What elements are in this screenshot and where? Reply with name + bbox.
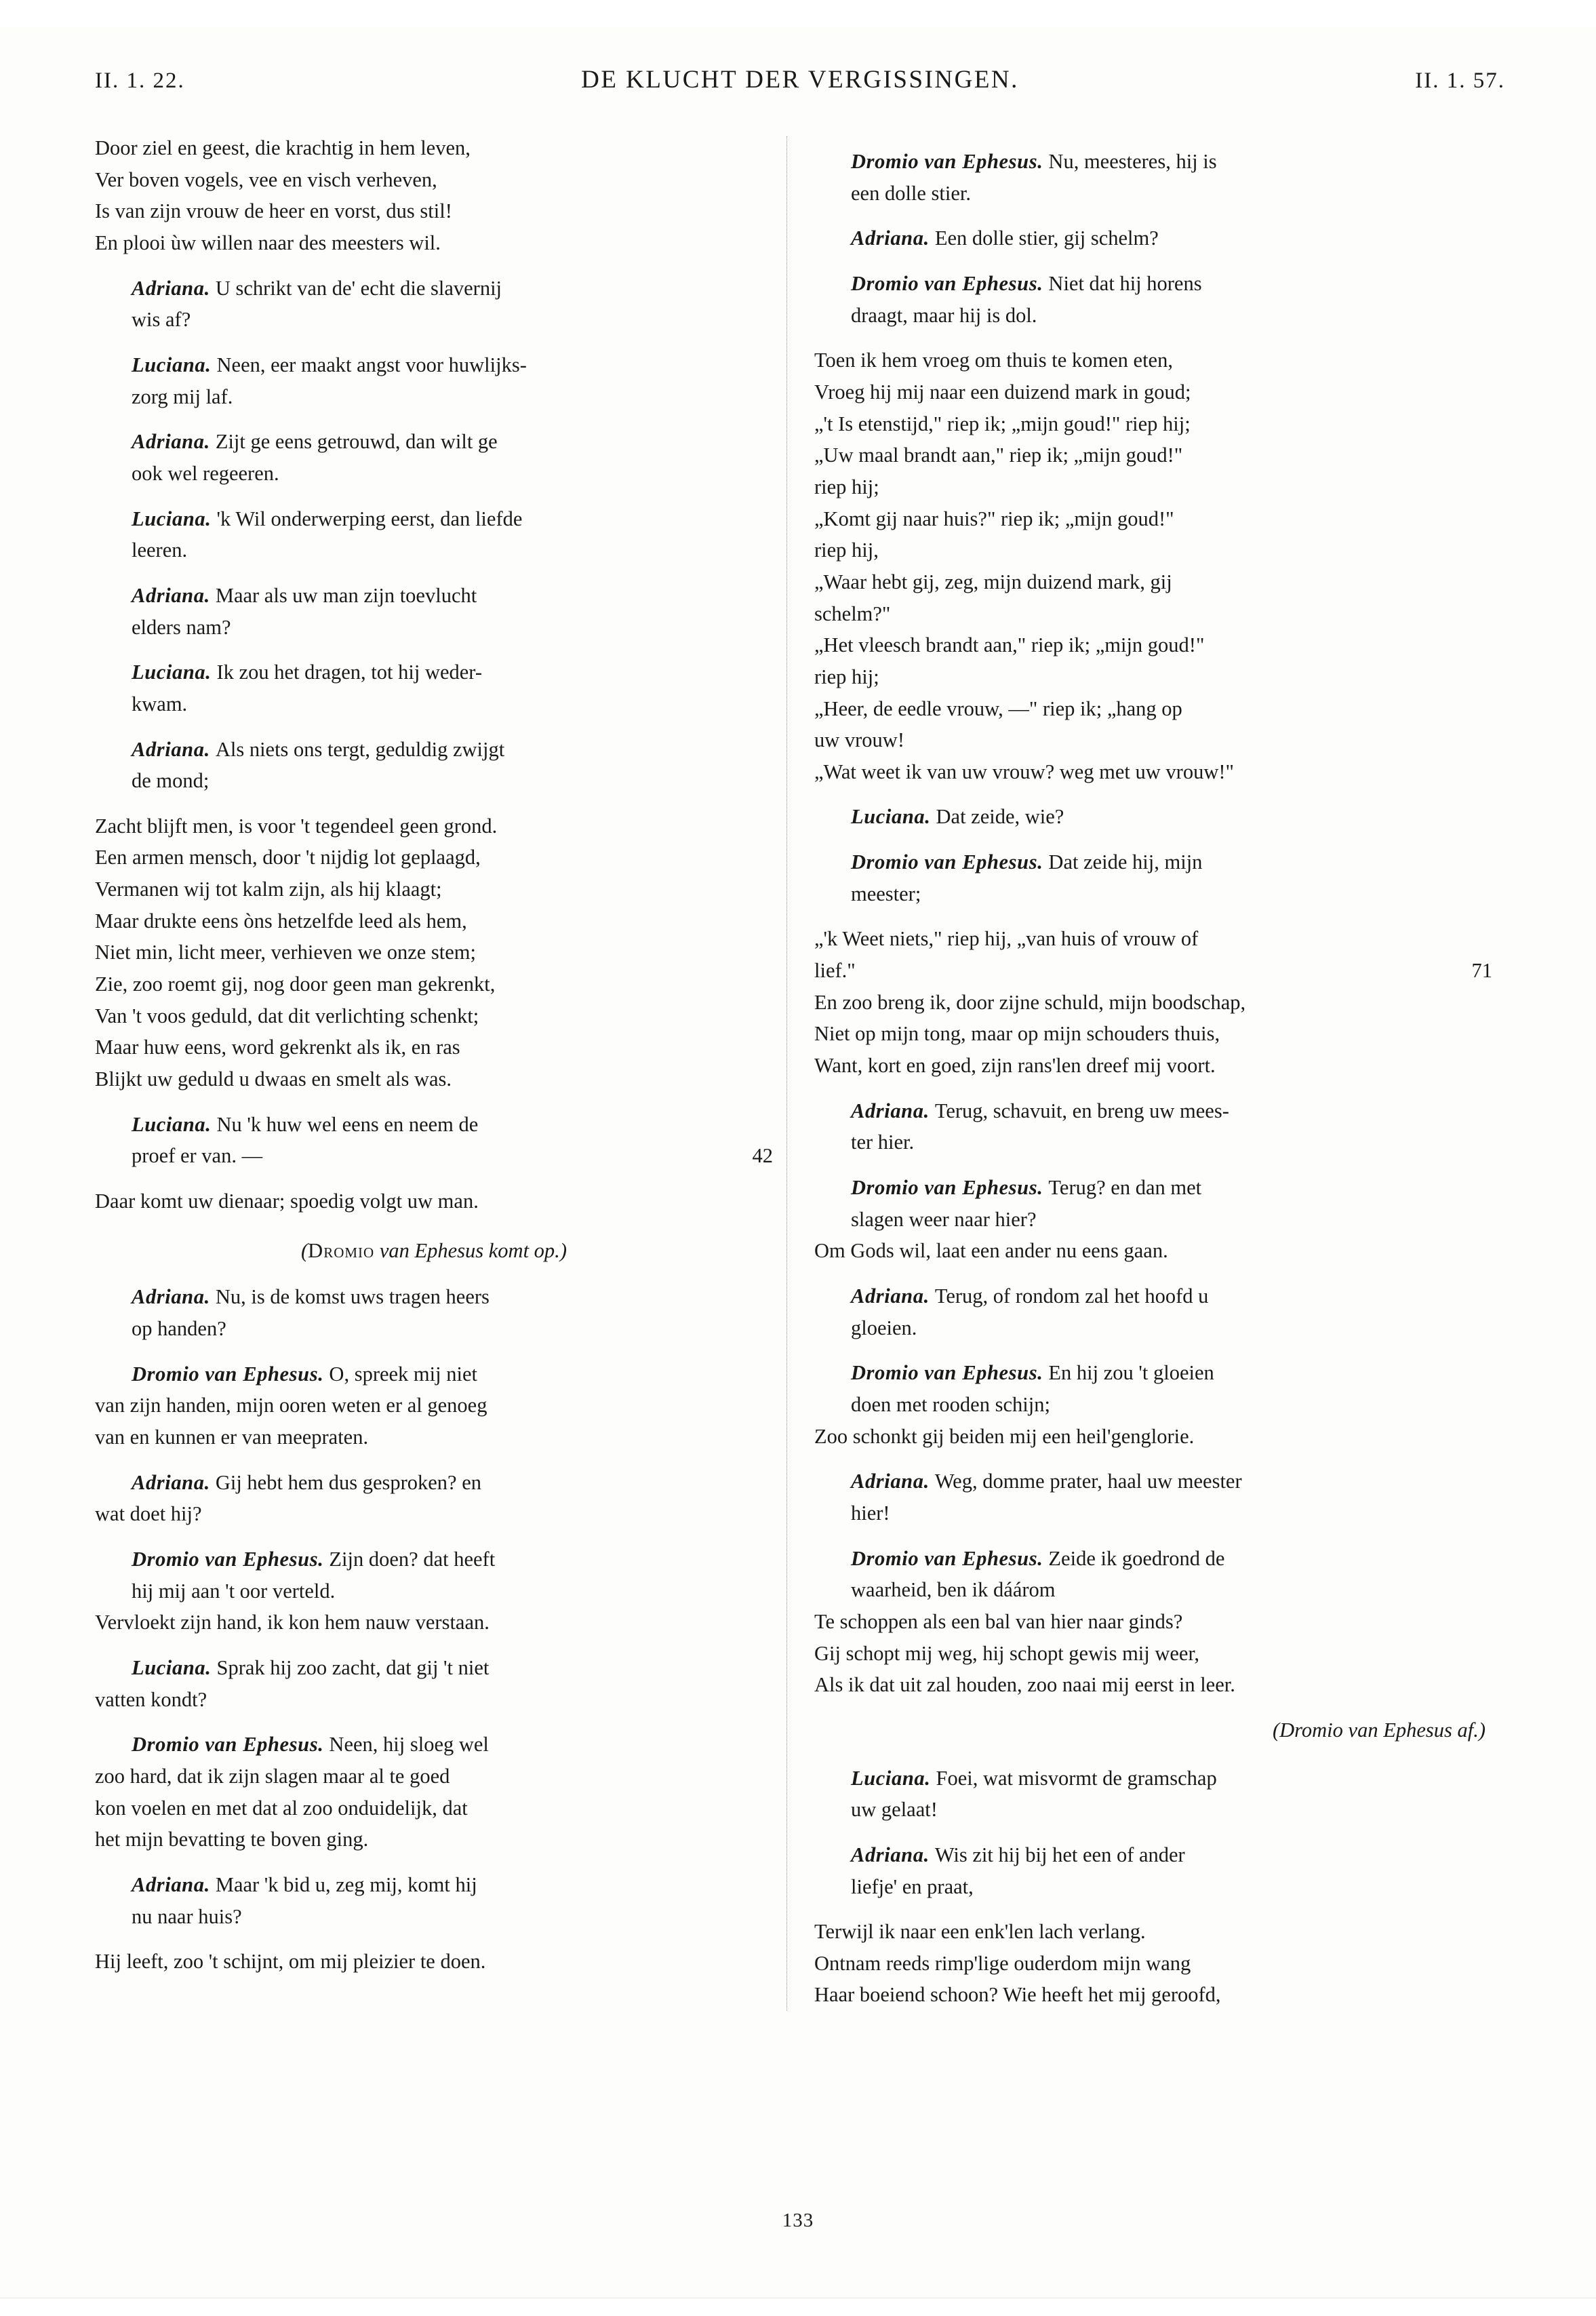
speech-block [95,273,773,336]
speech-line: wat doet hij? [95,1502,202,1526]
speech-line: draagt, maar hij is dol. [851,303,1037,327]
speech-line: Sprak hij zoo zacht, dat gij 't niet [216,1655,490,1679]
speech-block [814,268,1492,331]
speech-block [814,1095,1492,1158]
running-head-right: II. 1. 57. [1415,68,1505,93]
speech-block [814,146,1492,209]
verse-line: Gij schopt mij weg, hij schopt gewis mij weer, [814,1641,1200,1665]
verse-line: Als ik dat uit zal houden, zoo naai mij eerst in leer. [814,1673,1235,1697]
verse-line: Ontnam reeds rimp'lige ouderdom mijn wang [814,1951,1191,1975]
speech-block [814,1357,1492,1452]
speech-block [814,1763,1492,1826]
speech-line: ter hier. [851,1131,915,1154]
scan-edge-bottom [0,2298,1596,2316]
speech-line: hier! [851,1501,890,1525]
speech-block [814,1280,1492,1343]
speech-line: Niet dat hij horens [1048,271,1202,295]
verse-line: Vermanen wij tot kalm zijn, als hij klaagt; [95,878,442,901]
speech-line: Zijn doen? dat heeft [329,1547,496,1571]
speech-line: nu naar huis? [132,1904,242,1928]
speech-line: Foei, wat misvormt de gramschap [936,1766,1217,1790]
speech-block [814,222,1492,254]
line-number: 71 [1471,959,1492,983]
narrative-verse-2 [814,987,1492,1082]
opening-verse [95,132,773,259]
speaker-name: Luciana. [132,1112,212,1136]
verse-line: „Het vleesch brandt aan," riep ik; „mijn goud!" [814,633,1205,657]
verse-line: „'t Is etenstijd," riep ik; „mijn goud!" riep hij; [814,412,1191,435]
speech-line: Als niets ons tergt, geduldig zwijgt [215,737,505,761]
page-content [95,65,1505,2011]
speech-block [95,734,773,797]
verse-line: „'k Weet niets," riep hij, „van huis of vrouw of [814,927,1199,951]
verse-after-42 [95,1185,773,1217]
speech-block [95,426,773,489]
verse-line: Een armen mensch, door 't nijdig lot geplaagd, [95,846,481,869]
verse-line: lief." [814,959,856,983]
speech-line: Nu 'k huw wel eens en neem de [216,1112,479,1136]
verse-line: Is van zijn vrouw de heer en vorst, dus stil! [95,199,452,223]
speaker-name: Dromio van Ephesus. [132,1362,324,1386]
line-number: 42 [752,1144,773,1168]
running-head [95,65,1505,94]
speech-line: Maar 'k bid u, zeg mij, komt hij [215,1872,477,1896]
speech-line: Terug, schavuit, en breng uw mees- [934,1099,1229,1122]
verse-line: Toen ik hem vroeg om thuis te komen eten, [814,349,1173,372]
speech-line: proef er van. — [132,1144,263,1168]
running-head-left: II. 1. 22. [95,68,185,93]
speech-line: waarheid, ben ik dáárom [851,1578,1056,1602]
verse-line: Blijkt uw geduld u dwaas en smelt als was. [95,1067,452,1091]
speech-line: gloeien. [851,1316,917,1339]
speech-line: vatten kondt? [95,1687,207,1711]
verse-line: Maar drukte eens òns hetzelfde leed als hem, [95,909,467,933]
speech-line: zoo hard, dat ik zijn slagen maar al te goed [95,1764,450,1788]
verse-line: „Wat weet ik van uw vrouw? weg met uw vrouw!" [814,760,1234,783]
speaker-name: Luciana. [851,1766,931,1790]
speaker-name: Luciana. [132,661,212,684]
speech-line: hij mij aan 't oor verteld. [132,1579,336,1603]
scan-edge-top [0,0,1596,27]
speaker-name: Adriana. [851,1284,930,1308]
speech-line: wis af? [132,308,191,332]
verse-line: Haar boeiend schoon? Wie heeft het mij geroofd, [814,1983,1221,2007]
verse-line: Niet min, licht meer, verhieven we onze stem; [95,941,476,964]
speech-line: elders nam? [132,615,231,639]
speech-line: de mond; [132,769,210,793]
verse-line: riep hij, [814,538,879,562]
verse-line: Hij leeft, zoo 't schijnt, om mij pleizier te doen. [95,1950,486,1974]
speaker-name: Luciana. [132,507,212,530]
speech-block [95,1729,773,1856]
speech-line: Nu, meesteres, hij is [1048,150,1217,173]
speech-line: het mijn bevatting te boven ging. [95,1828,369,1851]
verse-line: Daar komt uw dienaar; spoedig volgt uw man. [95,1190,479,1213]
speech-block [95,1544,773,1638]
speech-line: Wis zit hij bij het een of ander [934,1843,1185,1866]
speech-line: U schrikt van de' echt die slavernij [215,276,502,300]
speech-block [95,656,773,720]
speech-line: Een dolle stier, gij schelm? [934,227,1159,250]
speaker-name: Dromio van Ephesus. [851,850,1043,874]
verse-line: Niet op mijn tong, maar op mijn schouders thuis, [814,1022,1220,1046]
speaker-name: Adriana. [851,1470,930,1493]
speech-line: van en kunnen er van meepraten. [95,1425,369,1449]
speech-line: Terug? en dan met [1048,1176,1202,1200]
stage-text: van Ephesus af. [1348,1718,1479,1742]
speaker-name: Dromio van Ephesus. [851,1361,1043,1385]
verse-line: Maar huw eens, word gekrenkt als ik, en ras [95,1036,460,1059]
speech-line: Dat zeide hij, mijn [1048,850,1203,874]
speech-line: 'k Wil onderwerping eerst, dan liefde [216,507,523,530]
speech-line: Terug, of rondom zal het hoofd u [934,1284,1209,1308]
speech-block [814,1466,1492,1529]
monologue-verse [95,810,773,1095]
speaker-name: Dromio van Ephesus. [851,1176,1043,1200]
speaker-name: Luciana. [851,805,931,829]
speech-block [95,1652,773,1715]
verse-line: Zie, zoo roemt gij, nog door geen man gekrenkt, [95,973,496,996]
stage-speaker: Dromio [308,1238,375,1262]
speech-block [814,801,1492,833]
speech-block [814,1172,1492,1267]
verse-line: Zacht blijft men, is voor 't tegendeel geen grond. [95,814,498,838]
speech-line: ook wel regeeren. [132,461,279,485]
speaker-name: Dromio van Ephesus. [851,271,1043,295]
verse-line: schelm?" [814,602,891,625]
verse-line: Zoo schonkt gij beiden mij een heil'genglorie. [814,1424,1195,1448]
closing-verse [95,1946,773,1978]
numbered-verse [814,923,1492,986]
speech-line: En hij zou 't gloeien [1048,1361,1214,1385]
running-head-title: DE KLUCHT DER VERGISSINGEN. [581,66,1019,94]
speech-line: een dolle stier. [851,181,972,205]
verse-line: riep hij; [814,665,879,688]
speech-line: leeren. [132,538,188,562]
speech-block [95,1281,773,1344]
speaker-name: Adriana. [132,1470,210,1494]
verse-line: riep hij; [814,475,879,498]
speaker-name: Dromio van Ephesus. [851,150,1043,173]
narrative-verse [814,345,1492,787]
speech-line: Weg, domme prater, haal uw meester [934,1470,1242,1493]
verse-line: Door ziel en geest, die krachtig in hem leven, [95,136,471,159]
stage-text: van Ephesus komt op. [379,1238,560,1262]
speech-line: Neen, hij sloeg wel [329,1733,489,1756]
speech-line: op handen? [132,1317,226,1340]
speech-block [95,1467,773,1530]
verse-line: uw vrouw! [814,728,904,752]
speaker-name: Adriana. [132,737,210,761]
speaker-name: Adriana. [132,583,210,607]
speech-line: O, spreek mij niet [329,1362,477,1386]
speech-block [95,349,773,412]
stage-speaker: Dromio [1279,1718,1343,1742]
speaker-name: Adriana. [132,276,210,300]
verse-line: Terwijl ik naar een enk'len lach verlang. [814,1920,1146,1944]
verse-line: Om Gods wil, laat een ander nu eens gaan. [814,1239,1168,1263]
speech-line: Zijt ge eens getrouwd, dan wilt ge [215,430,498,454]
verse-line: Van 't voos geduld, dat dit verlichting schenkt; [95,1004,479,1027]
column-left [95,132,786,1978]
speech-line: uw gelaat! [851,1798,938,1822]
speech-block-luciana-42 [95,1109,773,1172]
speech-line: Dat zeide, wie? [936,805,1064,829]
verse-line: „Komt gij naar huis?" riep ik; „mijn goud!" [814,507,1174,530]
stage-direction: (Dromio van Ephesus komt op.) [301,1238,567,1262]
speech-line: Neen, eer maakt angst voor huwlijks- [216,353,527,376]
stage-direction-exit: (Dromio van Ephesus af.) [1272,1718,1485,1742]
speaker-name: Adriana. [851,1843,930,1866]
speech-line: Nu, is de komst uws tragen heers [215,1285,490,1309]
speech-line: Ik zou het dragen, tot hij weder- [216,661,483,684]
speaker-name: Dromio van Ephesus. [851,1546,1043,1570]
speech-line: slagen weer naar hier? [851,1207,1037,1231]
speech-line: kwam. [132,692,188,715]
speech-block [814,1839,1492,1902]
speaker-name: Luciana. [132,1655,212,1679]
speech-line: Vervloekt zijn hand, ik kon hem nauw verstaan. [95,1611,490,1634]
speech-line: van zijn handen, mijn ooren weten er al genoeg [95,1394,487,1417]
speech-block [95,503,773,566]
speech-block [95,580,773,643]
speech-block [95,1358,773,1453]
speaker-name: Dromio van Ephesus. [132,1733,324,1756]
verse-line: En zoo breng ik, door zijne schuld, mijn boodschap, [814,990,1246,1014]
verse-line: En plooi ùw willen naar des meesters wil. [95,231,441,254]
closing-verse [814,1916,1492,2011]
speech-line: meester; [851,882,921,905]
speech-line: Maar als uw man zijn toevlucht [215,583,477,607]
speaker-name: Adriana. [132,1872,210,1896]
verse-line: Ver boven vogels, vee en visch verheven, [95,168,437,191]
text-columns [95,132,1505,2011]
speech-line: Gij hebt hem dus gesproken? en [215,1470,481,1494]
speaker-name: Luciana. [132,353,212,376]
speaker-name: Adriana. [132,1285,210,1309]
verse-line: „Heer, de eedle vrouw, —" riep ik; „hang op [814,696,1182,720]
speech-block [95,1869,773,1932]
verse-line: „Waar hebt gij, zeg, mijn duizend mark, gij [814,570,1172,593]
verse-line: Vroeg hij mij naar een duizend mark in goud; [814,380,1191,404]
speaker-name: Adriana. [851,227,930,250]
column-right [787,132,1492,2011]
speech-line: Zeide ik goedrond de [1048,1546,1225,1570]
speaker-name: Adriana. [132,430,210,454]
speech-line: liefje' en praat, [851,1875,974,1898]
folio-number: 133 [782,2210,814,2231]
speech-line: zorg mij laf. [132,385,233,408]
speech-line: kon voelen en met dat al zoo onduidelijk, dat [95,1796,468,1820]
speech-block [814,1543,1492,1701]
speech-block [814,846,1492,909]
verse-line: Te schoppen als een bal van hier naar ginds? [814,1609,1183,1633]
speaker-name: Adriana. [851,1099,930,1122]
speaker-name: Dromio van Ephesus. [132,1547,324,1571]
verse-line: „Uw maal brandt aan," riep ik; „mijn goud!" [814,444,1183,467]
speech-line: doen met rooden schijn; [851,1392,1050,1416]
verse-line: Want, kort en goed, zijn rans'len dreef mij voort. [814,1054,1216,1078]
